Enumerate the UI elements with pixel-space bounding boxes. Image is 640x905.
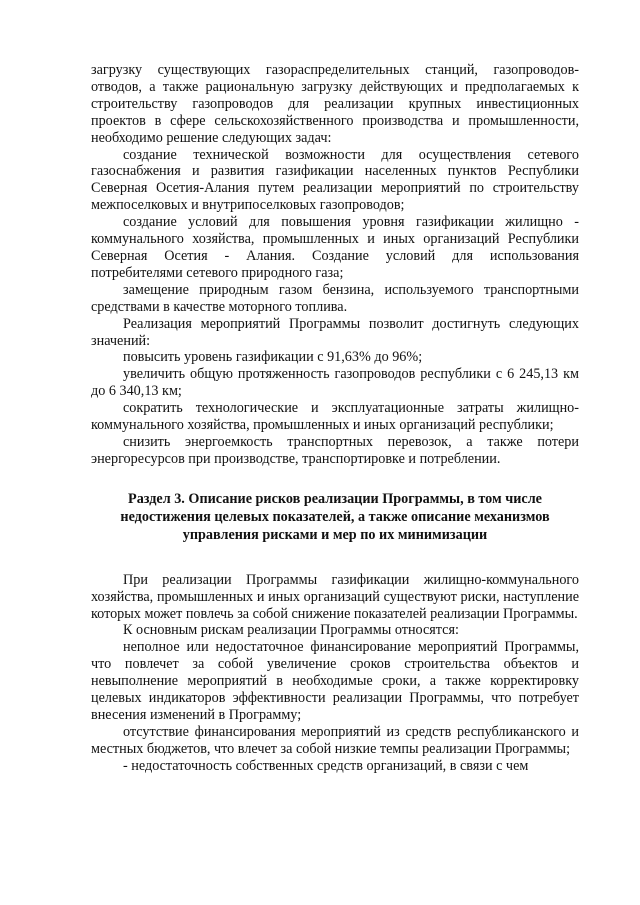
paragraph-continuation: загрузку существующих газораспределительных станций, газопроводов-отводов, а также рациональную загрузку действующих и предполагаемых к строительству газопроводов для реализации крупных инвестиционных проектов в сфере сельскохозяйственного производства и промышленности, необходимо решение следующих задач: bbox=[91, 62, 579, 146]
paragraph: При реализации Программы газификации жилищно-коммунального хозяйства, промышленных и иных организаций существуют риски, наступление которых может повлечь за собой снижение показателей реализации Программы. bbox=[91, 571, 579, 622]
task-item: замещение природным газом бензина, используемого транспортными средствами в качестве моторного топлива. bbox=[91, 281, 579, 315]
target-item: повысить уровень газификации с 91,63% до 96%; bbox=[123, 349, 423, 366]
risk-item: - недостаточность собственных средств организаций, в связи с чем bbox=[123, 757, 529, 774]
targets-intro: Реализация мероприятий Программы позволит достигнуть следующих значений: bbox=[91, 315, 579, 349]
document-page bbox=[91, 62, 579, 775]
risk-item: отсутствие финансирования мероприятий из средств республиканского и местных бюджетов, что влечет за собой низкие темпы реализации Программы; bbox=[91, 723, 579, 757]
target-item: сократить технологические и эксплуатационные затраты жилищно-коммунального хозяйства, промышленных и иных организаций республики; bbox=[91, 400, 579, 434]
paragraph: К основным рискам реализации Программы относятся: bbox=[123, 622, 459, 639]
target-item: снизить энергоемкость транспортных перевозок, а также потери энергоресурсов при производстве, транспортировке и потреблении. bbox=[91, 433, 579, 467]
spacer bbox=[91, 468, 579, 490]
task-item: создание условий для повышения уровня газификации жилищно - коммунального хозяйства, промышленных и иных организаций Республики Северная Осетия - Алания. Создание условий для использования потребителями сетевого природного газа; bbox=[91, 214, 579, 281]
section-heading: Раздел 3. Описание рисков реализации Программы, в том числе недостижения целевых показателей, а также описание механизмов управления рисками и мер по их минимизации bbox=[120, 490, 550, 543]
spacer bbox=[91, 544, 579, 572]
task-item: создание технической возможности для осуществления сетевого газоснабжения и развития газификации населенных пунктов Республики Северная Осетия-Алания путем реализации мероприятий по строительству межпоселковых и внутрипоселковых газопроводов; bbox=[91, 146, 579, 214]
risk-item: неполное или недостаточное финансирование мероприятий Программы, что повлечет за собой увеличение сроков строительства объектов и невыполнение мероприятий в необходимые сроки, а также корректировку целевых индикаторов эффективности реализации Программы, что потребует внесения изменений в Программу; bbox=[91, 639, 579, 723]
target-item: увеличить общую протяженность газопроводов республики с 6 245,13 км до 6 340,13 км; bbox=[91, 366, 579, 400]
